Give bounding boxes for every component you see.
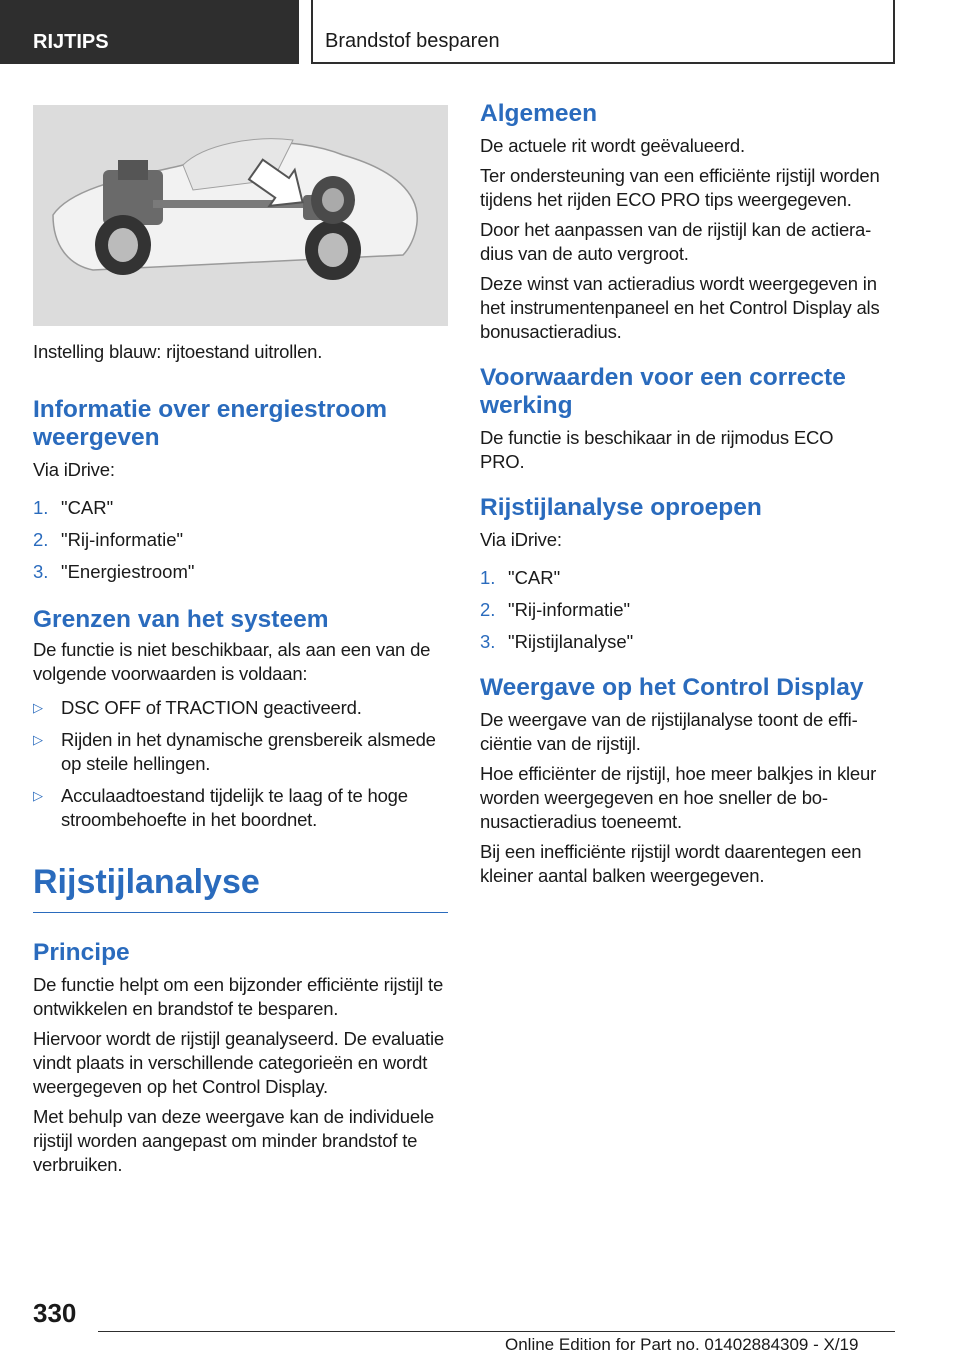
principle-paragraph: De functie helpt om een bijzonder efficiënte rijstijl te ontwikkelen en brandstof te besparen. — [33, 974, 444, 1019]
recall-intro: Via iDrive: — [480, 529, 562, 550]
limits-heading: Grenzen van het systeem — [33, 606, 329, 633]
recall-heading: Rijstijlanalyse oproepen — [480, 494, 762, 521]
list-item: ▷ Acculaadtoestand tijdelijk te laag of te hoge stroombehoefte in het boordnet. — [33, 785, 408, 830]
limits-bullets — [33, 696, 448, 832]
principle-heading: Principe — [33, 939, 130, 966]
energy-flow-intro: Via iDrive: — [33, 459, 115, 480]
right-column — [480, 100, 895, 894]
general-paragraph: Ter ondersteuning van een efficiënte rijstijl worden tijdens het rijden ECO PRO tips weergegeven. — [480, 165, 880, 210]
footer-divider — [98, 1331, 895, 1332]
requirements-paragraph: De functie is beschikaar in de rijmodus ECO PRO. — [480, 427, 834, 472]
display-paragraph: Hoe efficiënter de rijstijl, hoe meer balkjes in kleur worden weergegeven en hoe sneller de bonusactieradius toeneemt. — [480, 763, 877, 832]
analysis-title: Rijstijlanalyse — [33, 863, 260, 901]
header-chapter-title: Brandstof besparen — [311, 0, 895, 64]
triangle-bullet-icon: ▷ — [33, 788, 43, 803]
display-heading: Weergave op het Control Display — [480, 674, 864, 701]
energy-flow-heading: Informatie over energiestroom weergeven — [33, 396, 387, 451]
requirements-heading: Voorwaarden voor een correcte werking — [480, 364, 846, 419]
list-item: 3. "Energiestroom" — [33, 561, 195, 582]
triangle-bullet-icon: ▷ — [33, 700, 43, 715]
list-item: ▷ Rijden in het dynamische grensbereik alsmede op steile hellingen. — [33, 729, 436, 774]
triangle-bullet-icon: ▷ — [33, 732, 43, 747]
general-heading: Algemeen — [480, 100, 598, 127]
recall-steps — [480, 566, 895, 654]
list-item: ▷ DSC OFF of TRACTION geactiveerd. — [33, 697, 362, 718]
list-item: 2. "Rij-informatie" — [480, 599, 631, 620]
list-item: 1. "CAR" — [480, 567, 561, 588]
footer-edition: Online Edition for Part no. 01402884309 - X/19 — [505, 1335, 859, 1354]
car-illustration — [33, 105, 448, 326]
list-item: 2. "Rij-informatie" — [33, 529, 184, 550]
car-drivetrain-image — [33, 105, 448, 326]
figure-caption: Instelling blauw: rijtoestand uitrollen. — [33, 341, 323, 362]
header-section-title: RIJTIPS — [0, 0, 299, 64]
general-paragraph: De actuele rit wordt geëvalueerd. — [480, 135, 745, 156]
general-paragraph: Door het aanpassen van de rijstijl kan de actieradius van de auto vergroot. — [480, 219, 872, 264]
left-column — [33, 105, 448, 1183]
limits-intro: De functie is niet beschikbaar, als aan een van de volgende voorwaarden is voldaan: — [33, 639, 431, 684]
principle-paragraph: Hiervoor wordt de rijstijl geanalyseerd. De evaluatie vindt plaats in verschillende categorieën en wordt weergegeven op het Control Display. — [33, 1028, 444, 1097]
energy-flow-steps — [33, 496, 448, 584]
list-item: 1. "CAR" — [33, 497, 114, 518]
general-paragraph: Deze winst van actieradius wordt weergegeven in het instrumentenpaneel en het Control Display als bonusactieradius. — [480, 273, 880, 342]
display-paragraph: Bij een inefficiënte rijstijl wordt daarentegen een kleiner aantal balken weergegeven. — [480, 841, 862, 886]
list-item: 3. "Rijstijlanalyse" — [480, 631, 634, 652]
display-paragraph: De weergave van de rijstijlanalyse toont de efficiëntie van de rijstijl. — [480, 709, 858, 754]
page-number: 330 — [33, 1298, 77, 1328]
principle-paragraph: Met behulp van deze weergave kan de individuele rijstijl worden aangepast om minder brandstof te verbruiken. — [33, 1106, 434, 1175]
